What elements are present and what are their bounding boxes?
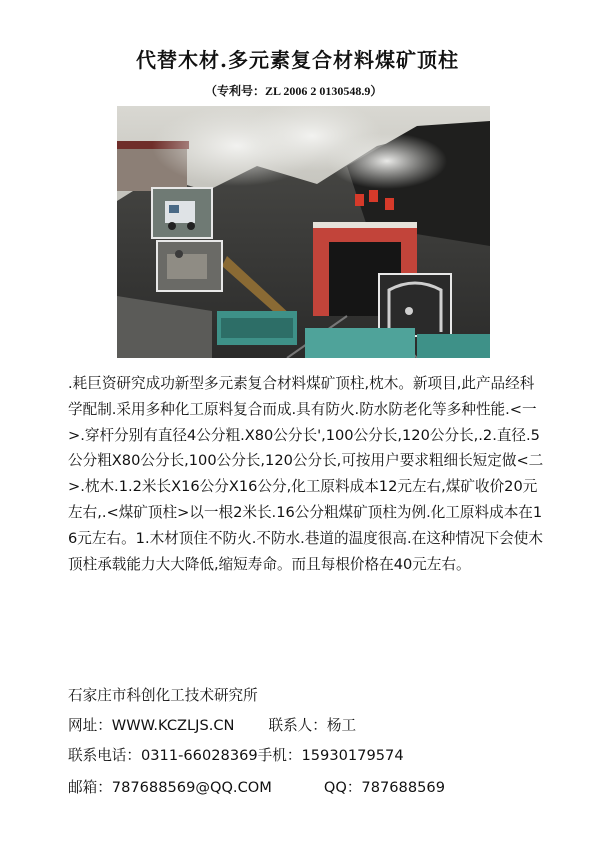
qq-label: QQ： <box>323 779 362 796</box>
website-label: 网址： <box>68 717 112 734</box>
patent-number: （专利号：ZL 2006 2 0130548.9） <box>205 84 383 98</box>
website-value[interactable]: WWW.KCZLJS.CN <box>111 717 235 734</box>
organization-name: 石家庄市科创化工技术研究所 <box>68 687 258 704</box>
person-label: 联系人： <box>268 717 327 734</box>
product-description: .耗巨资研究成功新型多元素复合材料煤矿顶柱,枕木。新项目,此产品经科学配制.采用多种化工原料复合而成.具有防火.防水防老化等多种性能.<一>.穿杆分别有直径4公分粗.X80公分长',100公分长,120公分长,.2.直径.5公分粗X80公分长,100公分长,120公分长,可按用户要求粗细长短定做<二>.枕木.1.2米长X16公分X16公分,化工原料成本12元左右,煤矿收价20元左右,.<煤矿顶柱>以一根2米长.16公分粗煤矿顶柱为例.化工原料成本在16元左右。1.木材顶住不防火.不防水.巷道的温度很高.在这种情况下会使木顶柱承载能力大大降低,缩短寿命。而且每根价格在40元左右。 <box>68 375 544 573</box>
phone-label: 联系电话： <box>68 747 141 764</box>
phone-value[interactable]: 0311-66028369 <box>140 747 258 764</box>
mobile-value[interactable]: 15930179574 <box>301 747 404 764</box>
qq-value[interactable]: 787688569 <box>361 779 445 796</box>
person-value: 杨工 <box>326 717 357 734</box>
contact-website-row <box>68 716 356 736</box>
mobile-label: 手机： <box>257 747 302 764</box>
document-title: 代替木材.多元素复合材料煤矿顶柱 <box>136 48 459 72</box>
coal-mine-photo <box>117 106 490 358</box>
email-label: 邮箱： <box>68 779 112 796</box>
email-value[interactable]: 787688569@QQ.COM <box>111 779 272 796</box>
contact-email-row <box>68 778 445 798</box>
contact-phone-row <box>68 746 404 766</box>
coal-mine-entrance-photo <box>117 106 490 358</box>
